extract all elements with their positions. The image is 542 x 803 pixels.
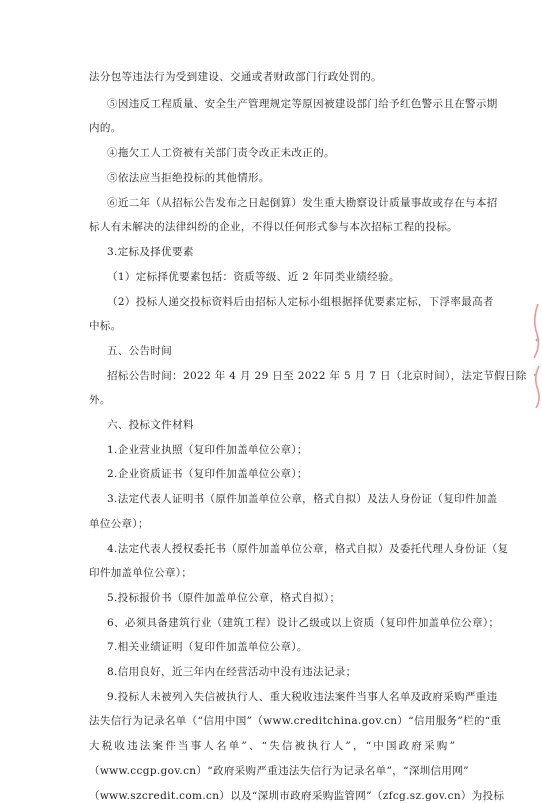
section-heading: 3.定标及择优要素 [107,246,194,258]
list-item: （www.szcredit.com.cn）以及“深圳市政府采购监管网”（zfcg.sz.gov.cn）为投标 [89,790,505,802]
list-item: 法失信行为记录名单（“信用中国”（www.creditchina.gov.cn）“信用服务”栏的“重 [89,715,502,727]
text-line: （1）定标择优要素包括：资质等级、近 2 年同类业绩经验。 [107,271,400,283]
list-item: 6、必须具备建筑行业（建筑工程）设计乙级或以上资质（复印件加盖单位公章）； [107,617,500,629]
list-item: 大税收违法案件当事人名单”、“失信被执行人”，“中国政府采购” [89,740,458,752]
text-line: 外。 [89,394,111,406]
list-item: 3.法定代表人证明书（原件加盖单位公章，格式自拟）及法人身份证（复印件加盖 [107,493,498,505]
list-item: 4.法定代表人授权委托书（原件加盖单位公章，格式自拟）及委托代理人身份证（复 [107,543,509,555]
section-heading: 五、公告时间 [107,345,173,357]
text-line: ⑤因违反工程质量、安全生产管理规定等原因被建设部门给予红色警示且在警示期 [107,98,498,110]
text-line: ⑥近二年（从招标公告发布之日起倒算）发生重大勘察设计质量事故或存在与本招 [107,197,498,209]
text-line: 法分包等违法行为受到建设、交通或者财政部门行政处罚的。 [89,71,382,83]
list-item: 2.企业资质证书（复印件加盖单位公章）； [107,468,308,480]
list-item: （www.ccgp.gov.cn）“政府采购严重违法失信行为记录名单”，“深圳信用网” [89,765,469,777]
text-line: （2）投标人递交投标资料后由招标人定标小组根据择优要素定标，下浮率最高者 [107,296,494,308]
list-item: 单位公章）； [89,518,149,530]
list-item: 8.信用良好，近三年内在经营活动中没有违法记录； [107,666,357,678]
section-heading: 六、投标文件材料 [107,419,194,431]
list-item: 印件加盖单位公章）； [89,567,193,579]
text-line: ④拖欠工人工资被有关部门责令改正未改正的。 [107,147,335,159]
text-line: 标人有未解决的法律纠纷的企业，不得以任何形式参与本次招标工程的投标。 [89,221,458,233]
text-line: 招标公告时间：2022 年 4 月 29 日至 2022 年 5 月 7 日（北京时间），法定节假日除 [107,370,527,382]
text-line: ⑤依法应当拒绝投标的其他情形。 [107,172,270,184]
seal-stamp-fragment [528,300,542,410]
list-item: 7.相关业绩证明（复印件加盖单位公章）。 [107,641,308,653]
list-item: 1.企业营业执照（复印件加盖单位公章）； [107,444,308,456]
text-line: 内的。 [89,122,122,134]
list-item: 5.投标报价书（原件加盖单位公章，格式自拟）； [107,592,341,604]
list-item: 9.投标人未被列入失信被执行人、重大税收违法案件当事人名单及政府采购严重违 [107,691,498,703]
text-line: 中标。 [89,320,122,332]
